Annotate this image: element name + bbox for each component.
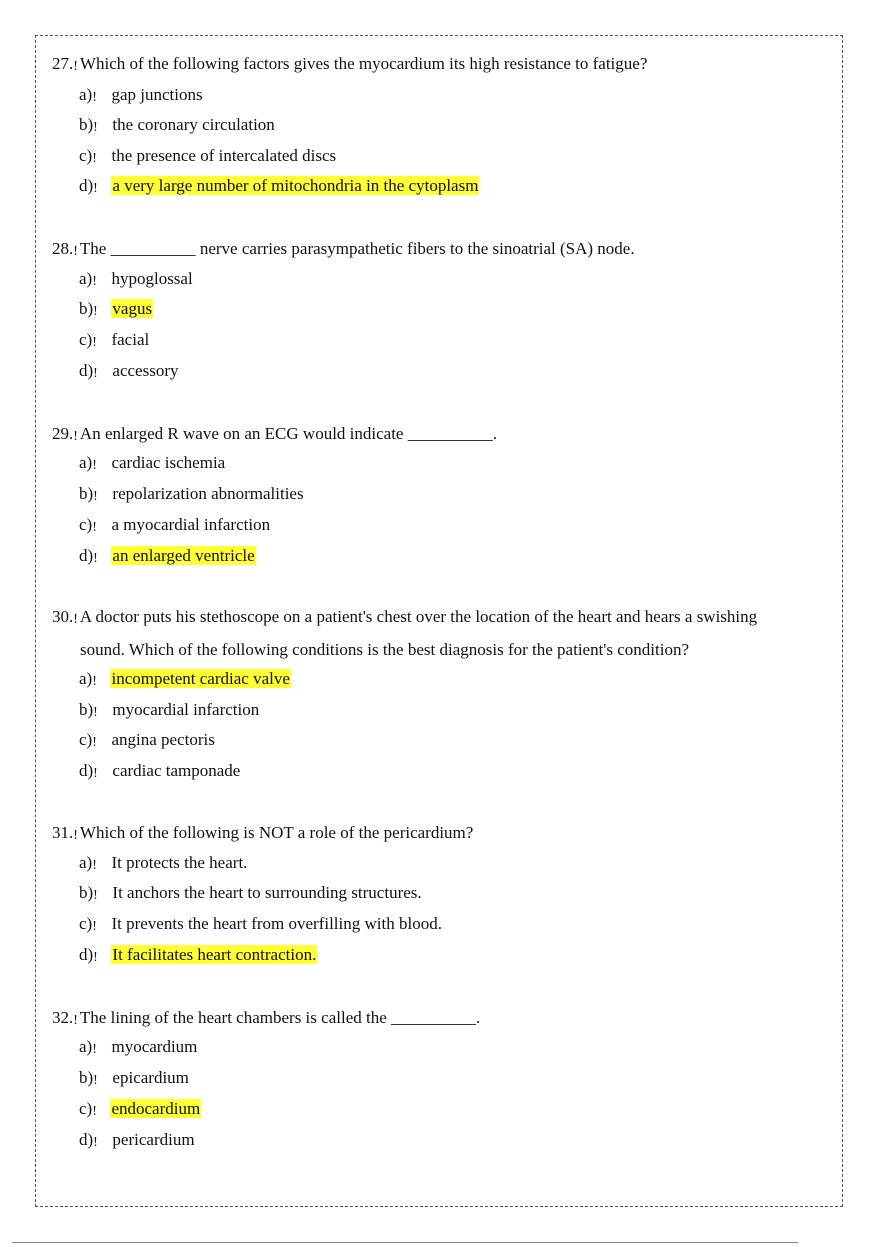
question-stem [52, 817, 812, 850]
option-text: a myocardial infarction [111, 515, 271, 534]
answer-option-d: d)! a very large number of mitochondria in the cytoplasm [79, 176, 479, 196]
highlighted-answer: It facilitates heart contraction. [112, 945, 317, 964]
answer-option-b: b)! repolarization abnormalities [79, 484, 304, 504]
option-text: It prevents the heart from overfilling with blood. [111, 914, 442, 933]
answer-option-c: c)! a myocardial infarction [79, 515, 271, 535]
option-text: myocardial infarction [112, 700, 260, 719]
highlighted-answer: a very large number of mitochondria in the cytoplasm [112, 176, 479, 195]
answer-option-a: a)! incompetent cardiac valve [79, 669, 290, 689]
question-text: Which of the following is NOT a role of the pericardium? [79, 823, 474, 842]
question-text: The __________ nerve carries parasympathetic fibers to the sinoatrial (SA) node. [79, 239, 635, 258]
answer-option-a: a)! gap junctions [79, 85, 203, 105]
answer-option-c: c)! It prevents the heart from overfilling with blood. [79, 914, 442, 934]
highlighted-answer: vagus [112, 299, 153, 318]
answer-option-d: d)! accessory [79, 361, 179, 381]
question-stem [52, 233, 812, 266]
question-stem [52, 1002, 812, 1035]
answer-option-b: b)! the coronary circulation [79, 115, 275, 135]
question-stem [52, 601, 812, 665]
option-text: It protects the heart. [111, 853, 248, 872]
highlighted-answer: an enlarged ventricle [112, 546, 255, 565]
option-text: cardiac tamponade [112, 761, 241, 780]
option-text: It anchors the heart to surrounding structures. [112, 883, 422, 902]
answer-option-a: a)! It protects the heart. [79, 853, 248, 873]
option-text: the coronary circulation [112, 115, 275, 134]
answer-option-c: c)! the presence of intercalated discs [79, 146, 337, 166]
option-text: accessory [112, 361, 179, 380]
option-text: pericardium [112, 1130, 195, 1149]
option-text: myocardium [111, 1037, 198, 1056]
question-number: 30. [52, 607, 74, 626]
option-text: hypoglossal [111, 269, 193, 288]
question-number: 28. [52, 239, 74, 258]
answer-option-c: c)! angina pectoris [79, 730, 215, 750]
option-text: epicardium [112, 1068, 189, 1087]
separator-mark: ! [73, 429, 78, 444]
highlighted-answer: endocardium [111, 1099, 201, 1118]
separator-mark: ! [73, 1013, 78, 1028]
answer-option-b: b)! epicardium [79, 1068, 189, 1088]
answer-option-c: c)! endocardium [79, 1099, 201, 1119]
answer-option-a: a)! cardiac ischemia [79, 453, 226, 473]
question-number: 29. [52, 424, 74, 443]
answer-option-a: a)! myocardium [79, 1037, 198, 1057]
answer-option-c: c)! facial [79, 330, 150, 350]
question-text: An enlarged R wave on an ECG would indicate __________. [79, 424, 497, 443]
question-stem [52, 48, 812, 81]
separator-mark: ! [73, 244, 78, 259]
separator-mark: ! [73, 612, 78, 627]
highlighted-answer: incompetent cardiac valve [111, 669, 290, 688]
question-text: The lining of the heart chambers is called the __________. [79, 1008, 481, 1027]
question-number: 32. [52, 1008, 74, 1027]
question-number: 31. [52, 823, 74, 842]
option-text: the presence of intercalated discs [111, 146, 337, 165]
question-stem [52, 418, 812, 451]
answer-option-d: d)! cardiac tamponade [79, 761, 241, 781]
question-text-continued: sound. Which of the following conditions is the best diagnosis for the patient's condition? [80, 640, 689, 659]
option-text: gap junctions [111, 85, 203, 104]
answer-option-d: d)! It facilitates heart contraction. [79, 945, 317, 965]
answer-option-b: b)! It anchors the heart to surrounding structures. [79, 883, 422, 903]
answer-option-d: d)! pericardium [79, 1130, 195, 1150]
option-text: cardiac ischemia [111, 453, 226, 472]
answer-option-b: b)! myocardial infarction [79, 700, 260, 720]
answer-option-b: b)! vagus [79, 299, 153, 319]
option-text: facial [111, 330, 150, 349]
question-text: A doctor puts his stethoscope on a patient's chest over the location of the heart and hears a swishing [79, 607, 758, 626]
option-text: repolarization abnormalities [112, 484, 304, 503]
separator-mark: ! [73, 59, 78, 74]
answer-option-d: d)! an enlarged ventricle [79, 546, 255, 566]
option-text: angina pectoris [111, 730, 215, 749]
separator-mark: ! [73, 828, 78, 843]
question-number: 27. [52, 54, 74, 73]
question-text: Which of the following factors gives the myocardium its high resistance to fatigue? [79, 54, 648, 73]
answer-option-a: a)! hypoglossal [79, 269, 193, 289]
footer-divider [12, 1242, 798, 1243]
